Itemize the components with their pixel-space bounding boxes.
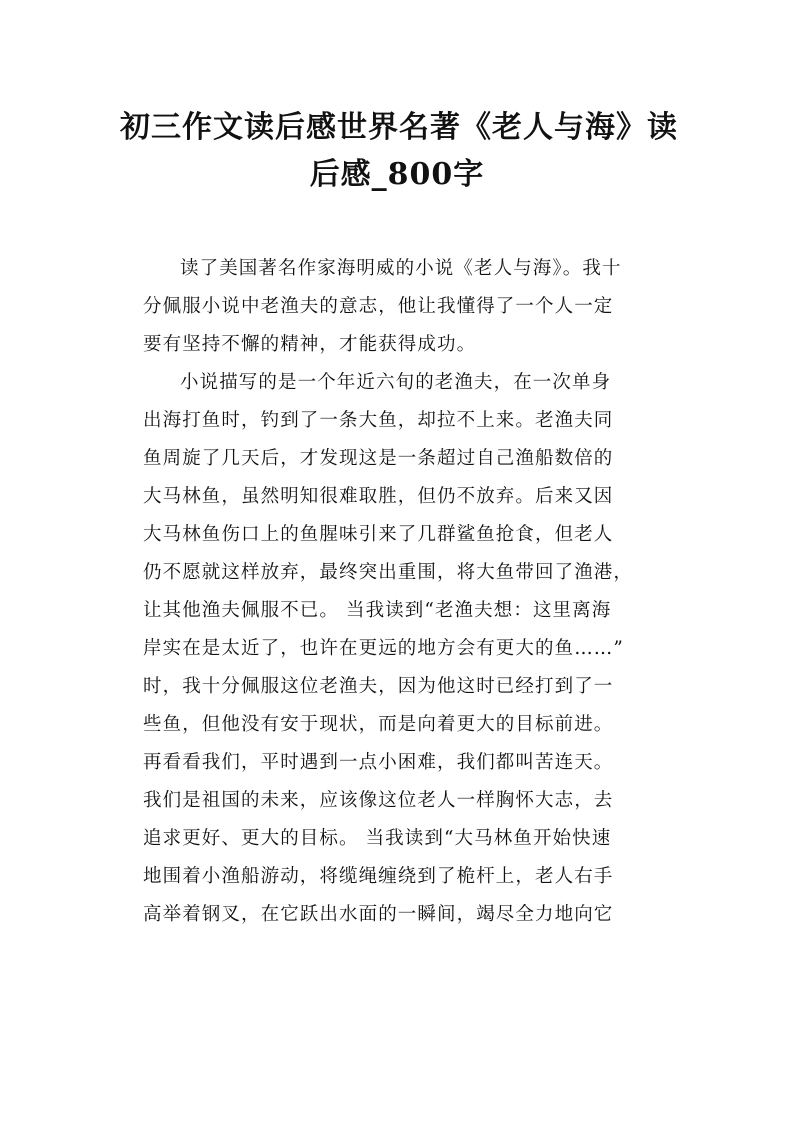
text-line: 再看看我们，平时遇到一点小困难，我们都叫苦连天。 (143, 752, 614, 773)
title-line-1: 初三作文读后感世界名著《老人与海》读 (120, 110, 678, 145)
text-line: 出海打鱼时，钓到了一条大鱼，却拉不上来。老渔夫同 (143, 410, 614, 431)
text-line: 追求更好、更大的目标。 当我读到“大马林鱼开始快速 (143, 828, 612, 849)
text-line: 鱼周旋了几天后，才发现这是一条超过自己渔船数倍的 (143, 448, 614, 469)
text-line: 小说描写的是一个年近六旬的老渔夫，在一次单身 (180, 372, 612, 393)
text-line: 要有坚持不懈的精神，才能获得成功。 (143, 334, 477, 355)
text-line: 岸实在是太近了，也许在更远的地方会有更大的鱼……” (143, 638, 624, 659)
text-line: 读了美国著名作家海明威的小说《老人与海》。我十 (180, 258, 622, 279)
text-line: 大马林鱼，虽然明知很难取胜，但仍不放弃。后来又因 (143, 486, 614, 507)
document-body (143, 250, 663, 934)
text-line: 时，我十分佩服这位老渔夫，因为他这时已经打到了一 (143, 676, 614, 697)
text-line: 些鱼，但他没有安于现状，而是向着更大的目标前进。 (143, 714, 614, 735)
text-line: 大马林鱼伤口上的鱼腥味引来了几群鲨鱼抢食，但老人 (143, 524, 614, 545)
text-line: 分佩服小说中老渔夫的意志，他让我懂得了一个人一定 (143, 296, 614, 317)
document-title (120, 104, 678, 198)
text-line: 让其他渔夫佩服不已。 当我读到“老渔夫想：这里离海 (143, 600, 612, 621)
text-line: 高举着钢叉，在它跃出水面的一瞬间，竭尽全力地向它 (143, 904, 614, 925)
paragraph-1 (143, 250, 663, 364)
paragraph-2 (143, 364, 663, 934)
title-line-2: 后感_800字 (309, 157, 485, 192)
text-line: 我们是祖国的未来，应该像这位老人一样胸怀大志，去 (143, 790, 614, 811)
text-line: 仍不愿就这样放弃，最终突出重围，将大鱼带回了渔港， (143, 562, 634, 583)
text-line: 地围着小渔船游动，将缆绳缠绕到了桅杆上，老人右手 (143, 866, 614, 887)
